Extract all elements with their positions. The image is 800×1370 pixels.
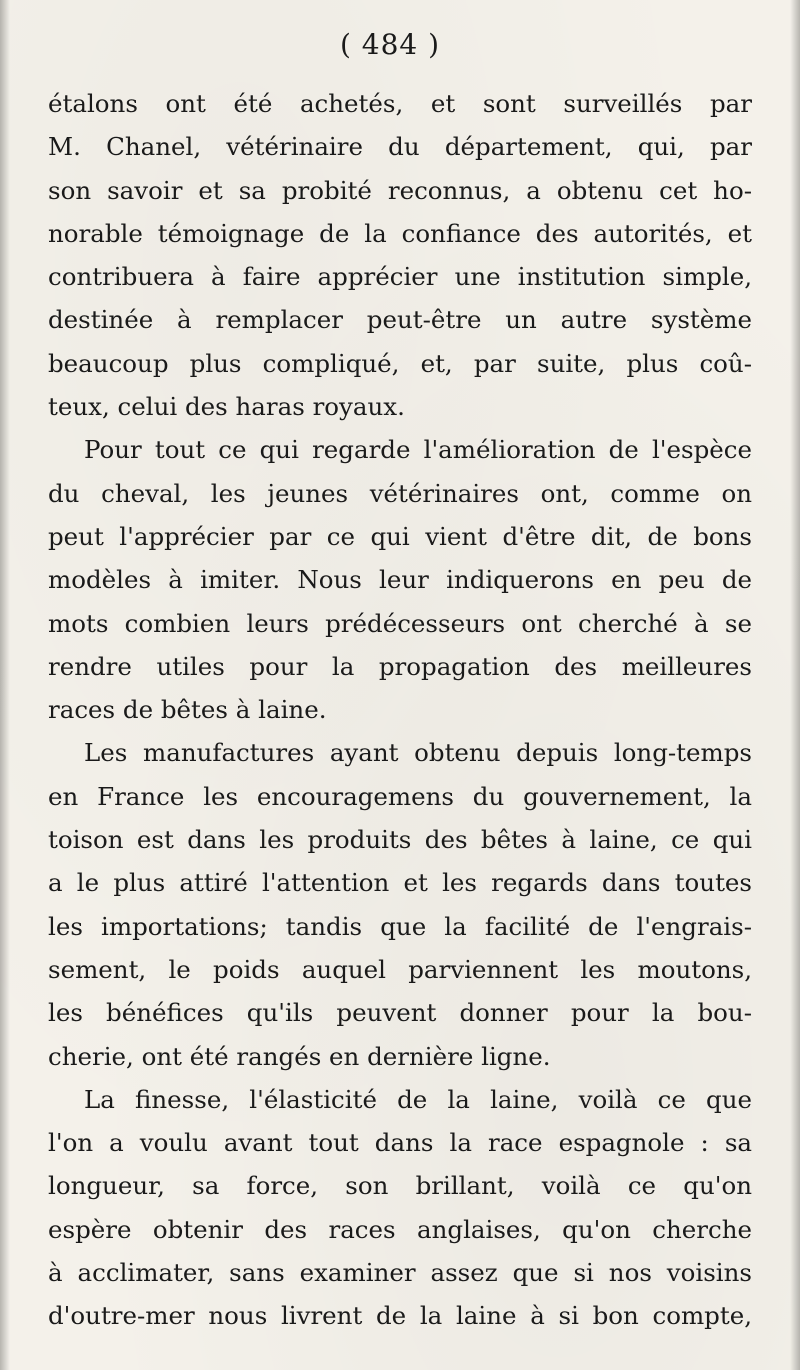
text-line: peut l'apprécier par ce qui vient d'être dit, de bons <box>48 521 752 551</box>
text-line: d'outre-mer nous livrent de la laine à si bon compte, <box>48 1301 752 1331</box>
text-line: mots combien leurs prédécesseurs ont cherché à se <box>48 608 752 638</box>
text-line: cherie, ont été rangés en dernière ligne. <box>48 1041 551 1071</box>
text-line: à acclimater, sans examiner assez que si nos voisins <box>48 1258 752 1288</box>
text-line: beaucoup plus compliqué, et, par suite, plus coû- <box>48 348 752 378</box>
text-line: norable témoignage de la confiance des autorités, et <box>48 218 752 248</box>
page-number: ( 484 ) <box>339 28 441 61</box>
text-line: M. Chanel, vétérinaire du département, qui, par <box>48 132 752 162</box>
text-line: La finesse, l'élasticité de la laine, voilà ce que <box>84 1084 752 1114</box>
text-line: l'on a voulu avant tout dans la race espagnole : sa <box>48 1128 752 1158</box>
text-line: rendre utiles pour la propagation des meilleures <box>48 651 752 681</box>
text-line: du cheval, les jeunes vétérinaires ont, comme on <box>48 478 752 508</box>
text-line: en France les encouragemens du gouvernement, la <box>48 781 752 811</box>
text-line: espère obtenir des races anglaises, qu'on cherche <box>48 1214 752 1244</box>
text-line: destinée à remplacer peut-être un autre système <box>48 305 752 335</box>
text-line: sement, le poids auquel parviennent les moutons, <box>48 954 752 984</box>
text-line: toison est dans les produits des bêtes à laine, ce qui <box>48 825 752 855</box>
text-line: a le plus attiré l'attention et les regards dans toutes <box>48 868 752 898</box>
text-line: Les manufactures ayant obtenu depuis long-temps <box>84 738 752 768</box>
text-body <box>48 82 752 1338</box>
text-line: Pour tout ce qui regarde l'amélioration de l'espèce <box>84 435 752 465</box>
text-line: son savoir et sa probité reconnus, a obtenu cet ho- <box>48 175 752 205</box>
text-line: races de bêtes à laine. <box>48 695 327 725</box>
text-line: modèles à imiter. Nous leur indiquerons en peu de <box>48 565 752 595</box>
text-line: teux, celui des haras royaux. <box>48 392 405 422</box>
text-line: les importations; tandis que la facilité de l'engrais- <box>48 911 752 941</box>
text-line: contribuera à faire apprécier une institution simple, <box>48 262 752 292</box>
text-line: les bénéfices qu'ils peuvent donner pour la bou- <box>48 998 752 1028</box>
text-line: longueur, sa force, son brillant, voilà ce qu'on <box>48 1171 752 1201</box>
text-line: étalons ont été achetés, et sont surveillés par <box>48 89 752 118</box>
